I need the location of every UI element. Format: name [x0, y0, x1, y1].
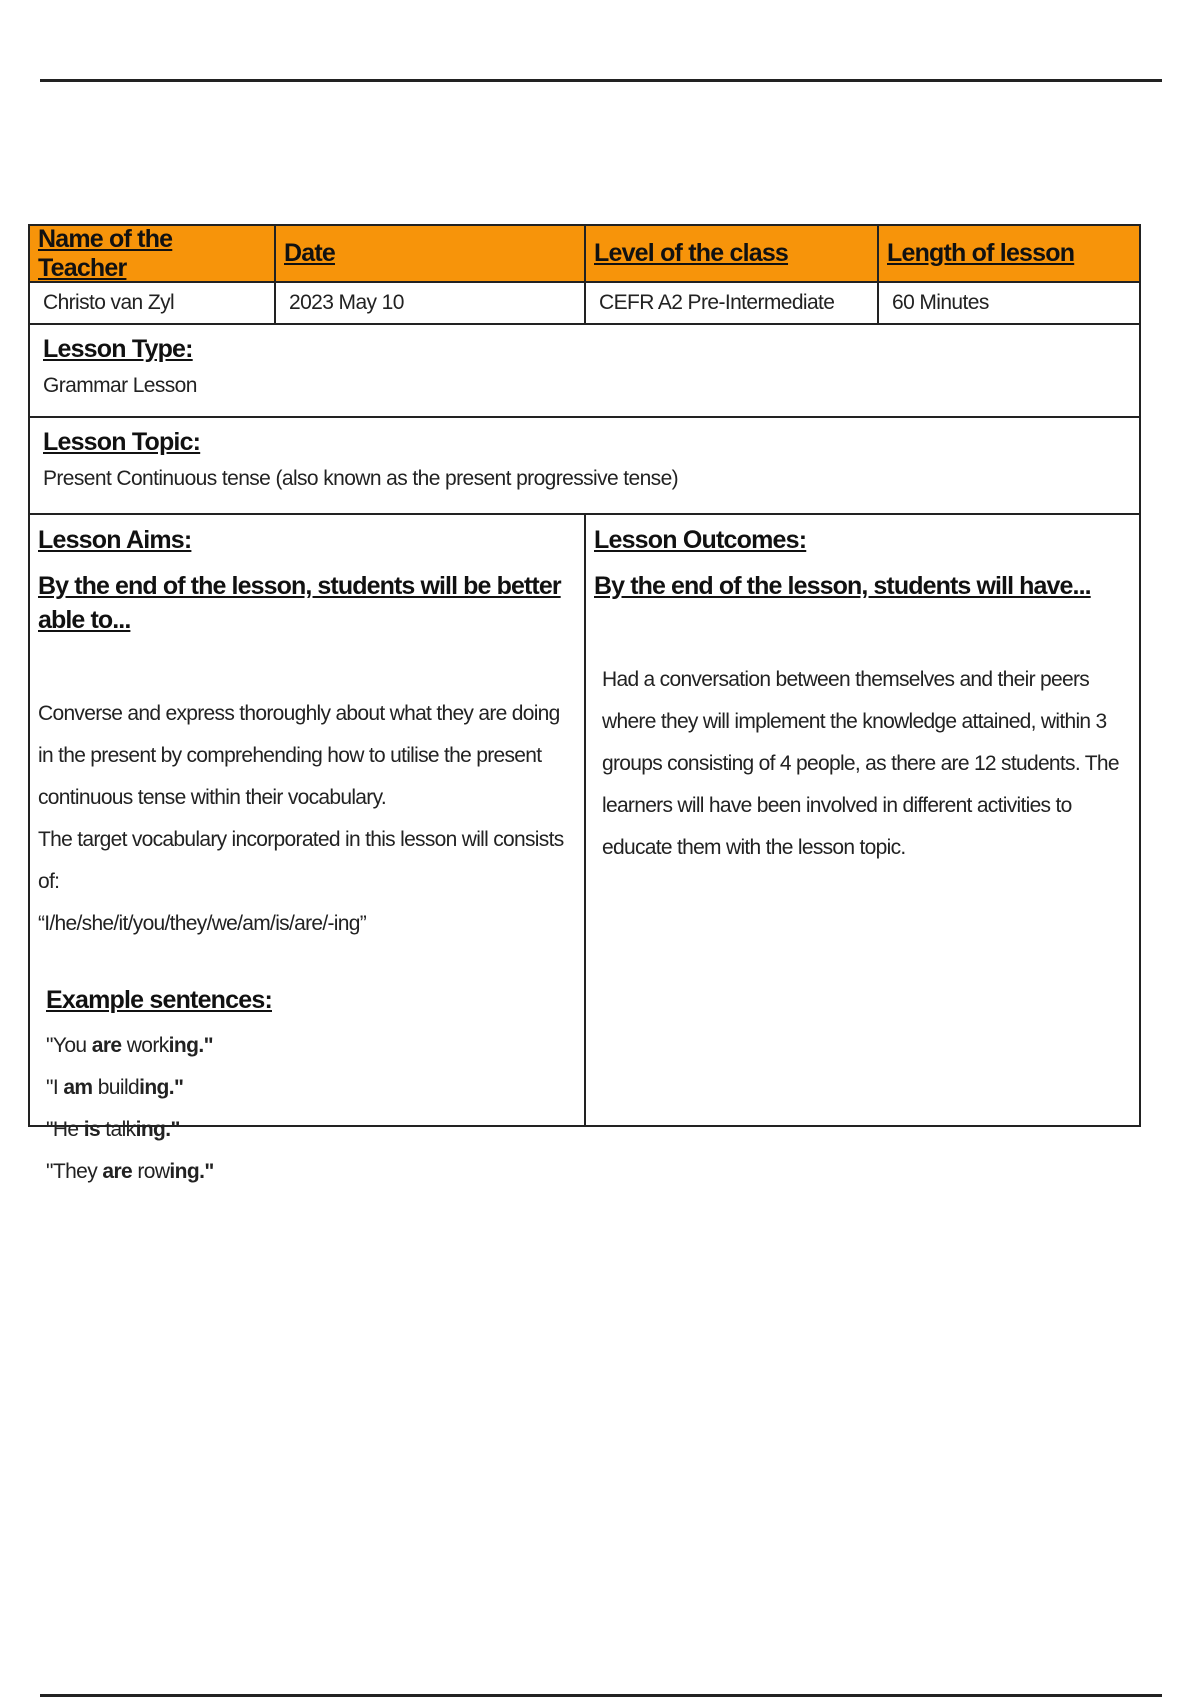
- example-verb: are: [91, 1034, 122, 1057]
- example-sentence: [46, 1025, 576, 1067]
- teacher-header: Name of the Teacher: [30, 226, 276, 281]
- aims-outcomes-row: [30, 515, 1139, 1183]
- example-verb: are: [102, 1160, 133, 1183]
- lesson-topic-title: Lesson Topic:: [43, 428, 201, 456]
- lesson-type-text: Grammar Lesson: [43, 374, 197, 397]
- lesson-topic-text: Present Continuous tense (also known as the present progressive tense): [43, 467, 679, 490]
- lesson-aims-cell: [30, 515, 586, 1183]
- teacher-value: Christo van Zyl: [30, 283, 276, 323]
- example-suffix: ing.": [135, 1118, 180, 1141]
- example-suffix: ing.": [169, 1160, 214, 1183]
- lesson-outcomes-text: Had a conversation between themselves and their peers where they will implement the knowledge attained, within 3 groups consisting of 4 people, as there are 12 students. The learners will have been involved in different activities to educate them with the lesson topic.: [602, 668, 1119, 859]
- example-part: "He: [46, 1118, 84, 1141]
- example-sentence: [46, 1109, 576, 1151]
- example-verb: am: [63, 1076, 93, 1099]
- date-value: 2023 May 10: [276, 283, 586, 323]
- lesson-outcomes-title: Lesson Outcomes:: [594, 526, 807, 554]
- vocab-intro: The target vocabulary incorporated in this lesson will consists of:: [38, 828, 564, 893]
- lesson-outcomes-subtitle: By the end of the lesson, students will have...: [594, 572, 1091, 600]
- top-rule: [40, 79, 1162, 82]
- lesson-aims-text: Converse and express thoroughly about what they are doing in the present by comprehending how to utilise the present continuous tense within their vocabulary.: [38, 702, 560, 809]
- example-part: work: [121, 1034, 169, 1057]
- lesson-aims-title: Lesson Aims:: [38, 526, 192, 554]
- example-part: "They: [46, 1160, 103, 1183]
- lesson-type-block: [30, 325, 1139, 418]
- examples-title: Example sentences:: [46, 986, 272, 1014]
- example-part: "I: [46, 1076, 64, 1099]
- lesson-outcomes-cell: [586, 515, 1139, 1125]
- date-header: Date: [276, 226, 586, 281]
- example-sentences: [38, 983, 576, 1193]
- length-value: 60 Minutes: [892, 291, 989, 314]
- lesson-topic-block: [30, 418, 1139, 515]
- example-sentence: [46, 1067, 576, 1109]
- example-suffix: ing.": [139, 1076, 184, 1099]
- header-row: [30, 226, 1139, 283]
- level-value: CEFR A2 Pre-Intermediate: [586, 283, 879, 323]
- example-part: row: [132, 1160, 170, 1183]
- level-header: Level of the class: [586, 226, 879, 281]
- vocab-list: “I/he/she/it/you/they/we/am/is/are/-ing”: [38, 912, 366, 935]
- example-part: build: [92, 1076, 140, 1099]
- example-suffix: ing.": [168, 1034, 213, 1057]
- bottom-rule: [40, 1694, 1162, 1697]
- example-sentence: [46, 1151, 576, 1193]
- lesson-type-title: Lesson Type:: [43, 335, 193, 363]
- lesson-aims-subtitle: By the end of the lesson, students will be better able to...: [38, 572, 561, 634]
- lesson-aims-body: [38, 693, 576, 945]
- value-row: [30, 283, 1139, 325]
- lesson-plan-table: [28, 224, 1141, 1183]
- example-part: "You: [46, 1034, 92, 1057]
- example-part: talk: [100, 1118, 136, 1141]
- example-verb: is: [83, 1118, 101, 1141]
- length-header: Length of lesson: [887, 239, 1075, 267]
